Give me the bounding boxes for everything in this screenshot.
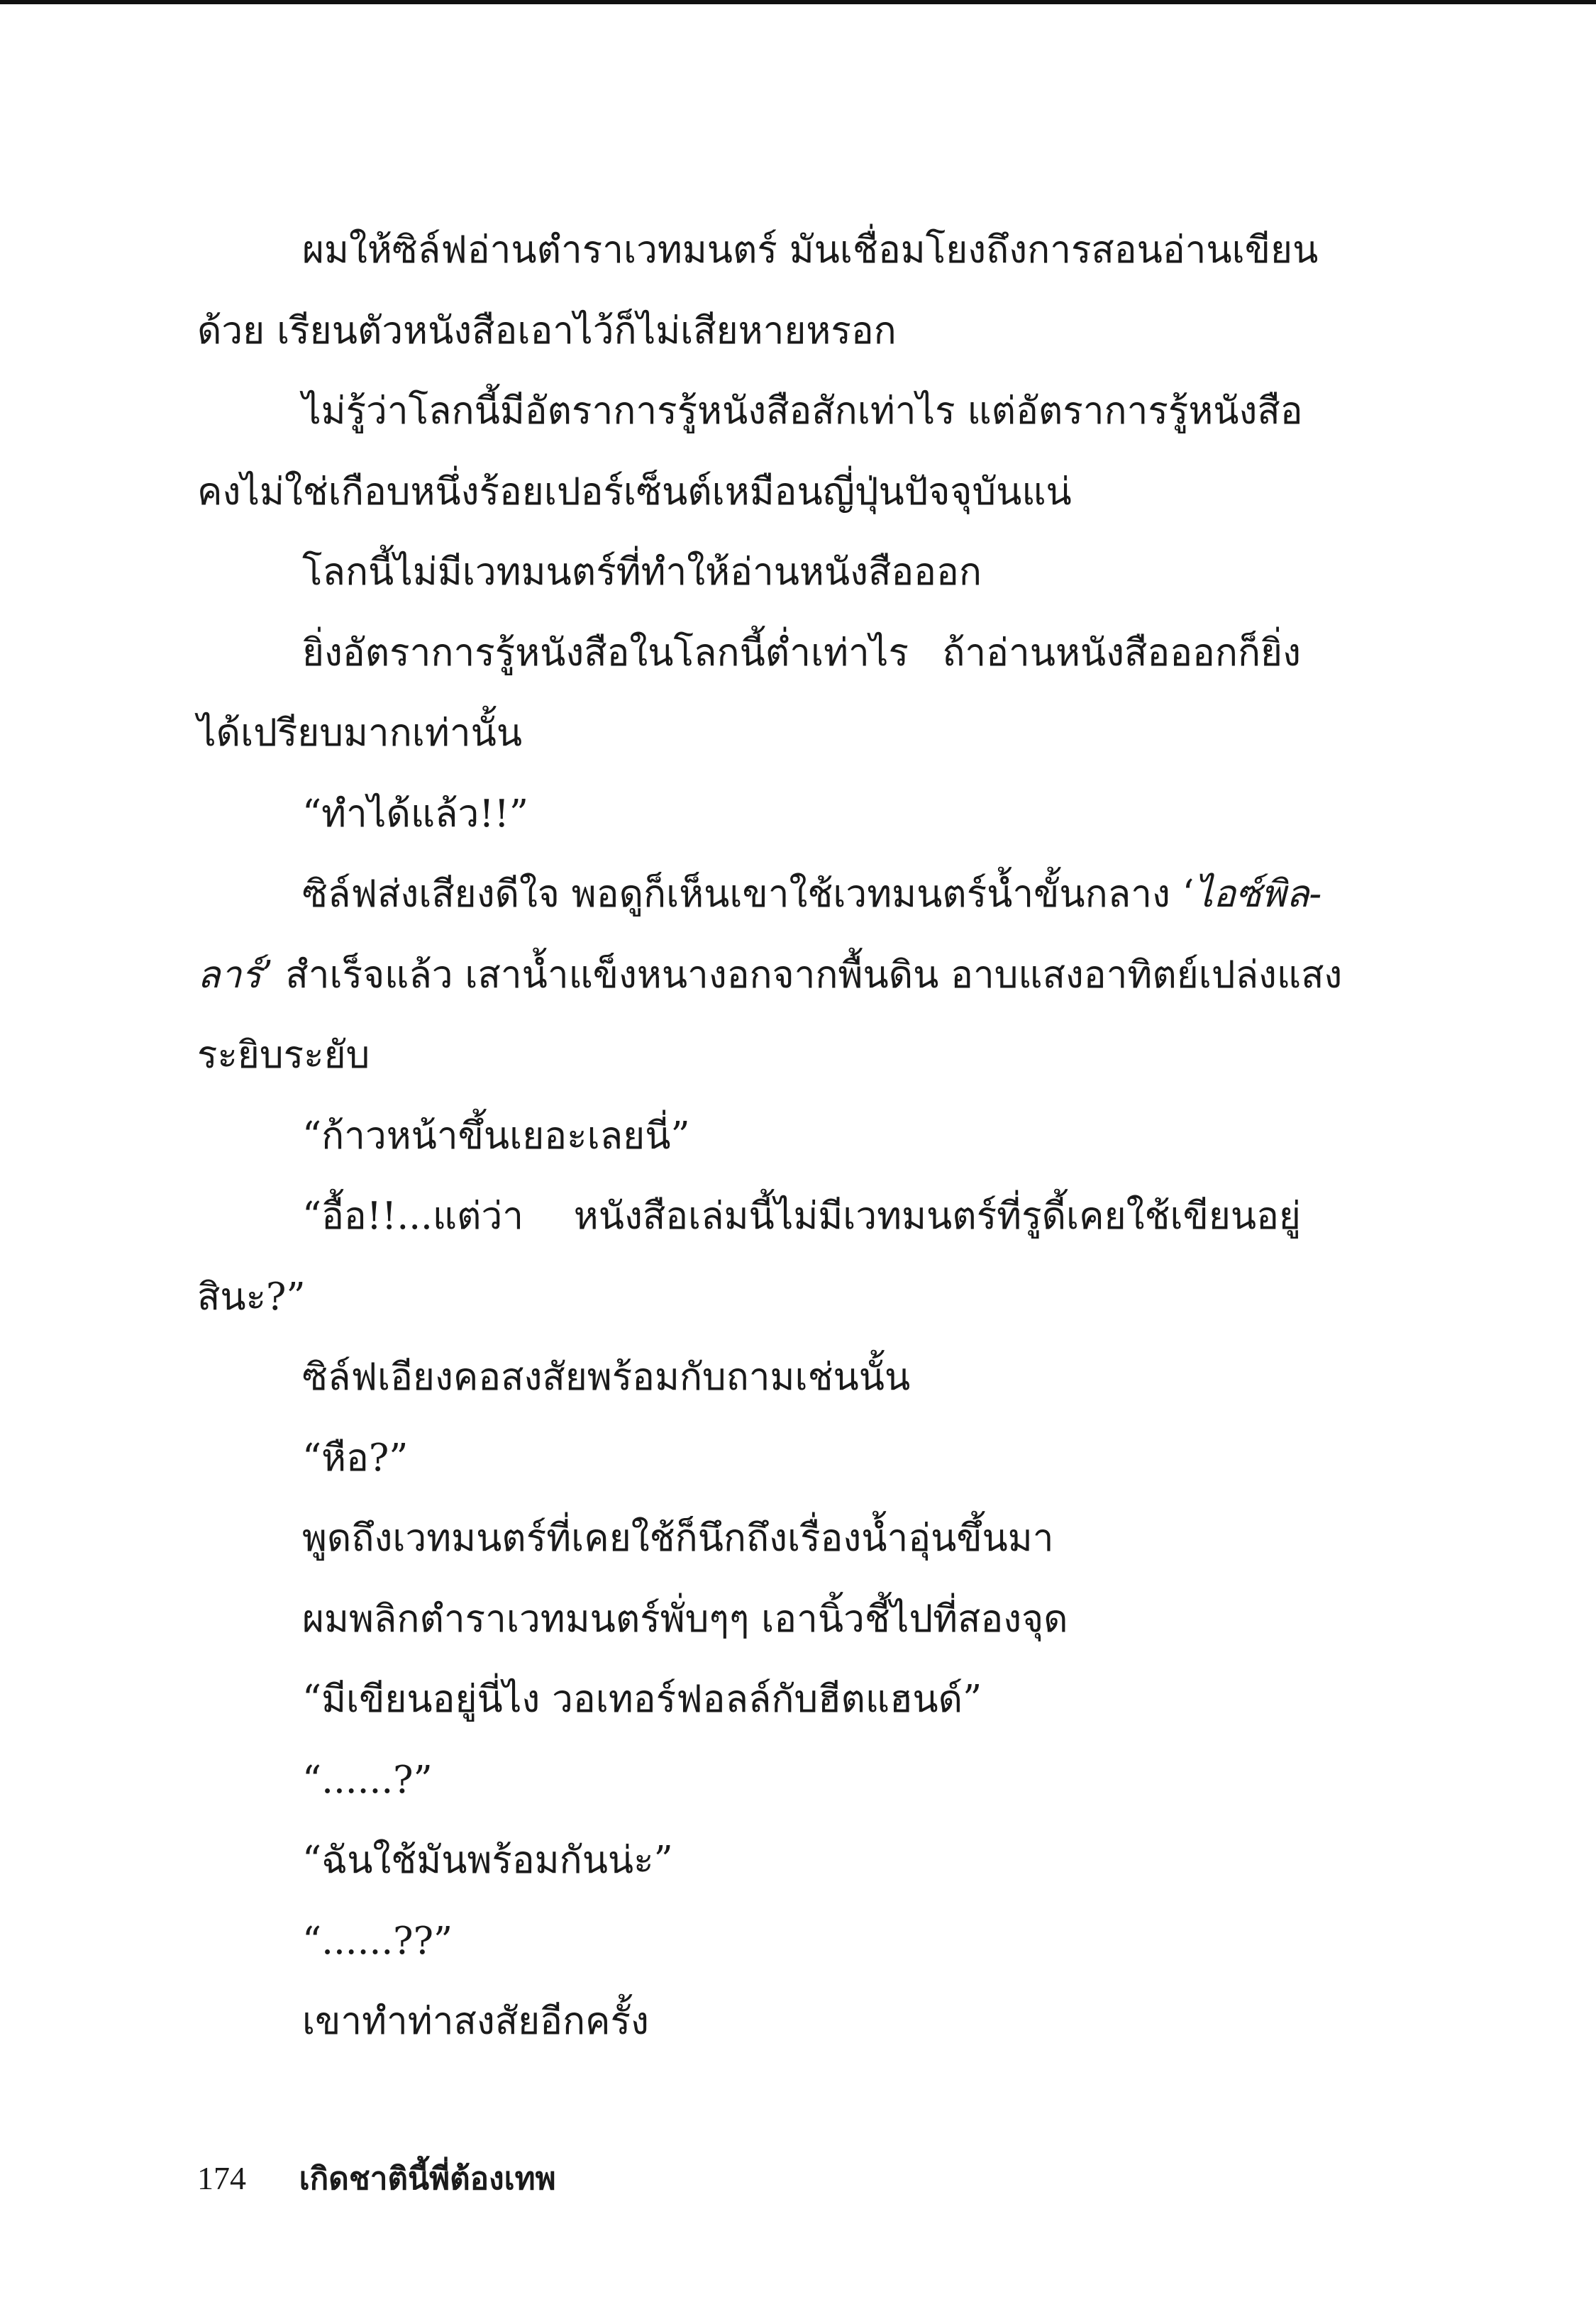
paragraph	[197, 1096, 1301, 1177]
page-number: 174	[197, 2160, 246, 2196]
body-text	[197, 210, 1343, 2062]
text-line: ระยิบระยับ	[197, 1034, 370, 1077]
dialogue-line: “......??”	[302, 1919, 453, 1963]
top-edge-rule	[0, 0, 1596, 4]
paragraph	[197, 1418, 1301, 1499]
dialogue-line: “ก้าวหน้าขึ้นเยอะเลยนี่”	[302, 1114, 690, 1158]
paragraph	[197, 613, 1301, 774]
text-segment: ซิล์ฟส่งเสียงดีใจ พอดูก็เห็นเขาใช้เวทมนตร์น้ำขั้นกลาง ‘	[302, 873, 1195, 916]
paragraph	[197, 774, 1301, 855]
paragraph	[197, 1337, 1301, 1418]
text-line	[197, 935, 1343, 1016]
dialogue-line: “อื้อ!!...แต่ว่า หนังสือเล่มนี้ไม่มีเวทมนตร์ที่รูดี้เคยใช้เขียนอยู่	[302, 1195, 1301, 1238]
paragraph	[197, 371, 1301, 532]
text-line: ซิล์ฟเอียงคอสงสัยพร้อมกับถามเช่นนั้น	[302, 1356, 911, 1399]
dialogue-line: “หือ?”	[302, 1436, 409, 1480]
paragraph	[197, 1659, 1301, 1740]
page-footer	[197, 2157, 556, 2200]
text-line: ไม่รู้ว่าโลกนี้มีอัตราการรู้หนังสือสักเท่าไร แต่อัตราการรู้หนังสือ	[302, 389, 1303, 433]
dialogue-line: “ทำได้แล้ว!!”	[302, 792, 528, 836]
paragraph	[197, 1820, 1301, 1901]
text-segment: ’ สำเร็จแล้ว เสาน้ำแข็งหนางอกจากพื้นดิน อาบแสงอาทิตย์เปล่งแสง	[261, 953, 1343, 997]
spell-name: ไอซ์พิล-	[1194, 873, 1322, 916]
text-line: เขาทำท่าสงสัยอีกครั้ง	[302, 2000, 649, 2043]
text-line: ผมพลิกตำราเวทมนตร์พั่บๆๆ เอานิ้วชี้ไปที่สองจุด	[302, 1597, 1068, 1641]
text-line: คงไม่ใช่เกือบหนึ่งร้อยเปอร์เซ็นต์เหมือนญี่ปุ่นปัจจุบันแน่	[197, 470, 1072, 514]
text-line: ได้เปรียบมากเท่านั้น	[197, 712, 523, 755]
paragraph	[197, 1498, 1301, 1579]
running-title: เกิดชาตินี้พี่ต้องเทพ	[299, 2161, 556, 2197]
paragraph	[197, 1579, 1301, 1660]
dialogue-line: “มีเขียนอยู่นี่ไง วอเทอร์ฟอลล์กับฮีตแฮนด์”	[302, 1678, 982, 1721]
paragraph	[197, 1740, 1301, 1821]
dialogue-line: “......?”	[302, 1758, 433, 1802]
spell-name: ลาร์	[197, 953, 262, 997]
paragraph	[197, 532, 1301, 613]
paragraph	[197, 210, 1319, 371]
text-line: โลกนี้ไม่มีเวทมนตร์ที่ทำให้อ่านหนังสือออก	[302, 550, 982, 594]
text-line: ผมให้ซิล์ฟอ่านตำราเวทมนตร์ มันเชื่อมโยงถึงการสอนอ่านเขียน	[302, 228, 1319, 272]
paragraph	[197, 1981, 1301, 2062]
paragraph	[197, 1901, 1301, 1982]
text-line	[197, 854, 1322, 935]
text-line: ยิ่งอัตราการรู้หนังสือในโลกนี้ต่ำเท่าไร ถ้าอ่านหนังสือออกก็ยิ่ง	[302, 631, 1301, 675]
dialogue-line: “ฉันใช้มันพร้อมกันน่ะ”	[302, 1839, 673, 1882]
text-line: พูดถึงเวทมนตร์ที่เคยใช้ก็นึกถึงเรื่องน้ำอุ่นขึ้นมา	[302, 1517, 1054, 1560]
text-line: ด้วย เรียนตัวหนังสือเอาไว้ก็ไม่เสียหายหรอก	[197, 309, 897, 353]
paragraph	[197, 854, 1343, 1096]
dialogue-line: สินะ?”	[197, 1275, 306, 1319]
paragraph	[197, 1176, 1301, 1337]
